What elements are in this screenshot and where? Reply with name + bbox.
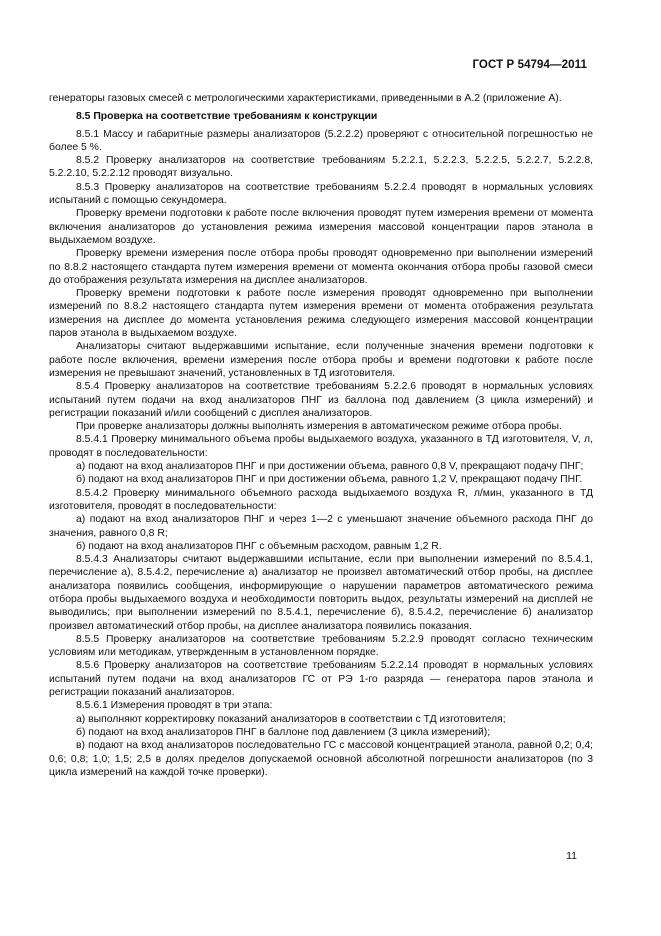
paragraph: 8.5.6.1 Измерения проводят в три этапа: [76, 700, 273, 712]
list-item: в) подают на вход анализаторов последовательно ГС с массовой концентрацией этанола, равной 0,2; 0,4; 0,6; 0,8; 1,0; 1,5; 2,5 в долях пределов допускаемой основной абсолютной погрешности анализаторов (по 3 цикла измерений на каждой точке проверки). [49, 740, 593, 778]
list-item: а) выполняют корректировку показаний анализаторов в соответствии с ТД изготовителя; [76, 713, 506, 725]
paragraph: 8.5.1 Массу и габаритные размеры анализаторов (5.2.2.2) проверяют с относительной погрешностью не более 5 %. [49, 128, 593, 153]
paragraph: При проверке анализаторы должны выполнять измерения в автоматическом режиме отбора пробы. [76, 421, 562, 433]
paragraph: 8.5.2 Проверку анализаторов на соответствие требованиям 5.2.2.1, 5.2.2.3, 5.2.2.5, 5.2.2.7, 5.2.2.8, 5.2.2.10, 5.2.2.12 проводят визуально. [49, 155, 593, 180]
paragraph: 8.5.4.3 Анализаторы считают выдержавшими испытание, если при выполнении измерений по 8.5.4.1, перечисление а), 8.5.4.2, перечисление а) анализатор не произвел автоматический отбор пробы, на дисплее анализатора появились сообщения, информирующие о нарушении параметров автоматического режима отбора пробы выдыхаемого воздуха и необходимости повторить выдох, результаты измерений на дисплей не выводились; при выполнении измерений по 8.5.4.1, перечисление б), 8.5.4.2, перечисление б) анализатор произвел автоматический отбор пробы, на дисплее анализатора появились показания. [49, 554, 593, 632]
document-header: ГОСТ Р 54794—2011 [472, 59, 587, 71]
paragraph: 8.5.3 Проверку анализаторов на соответствие требованиям 5.2.2.4 проводят в нормальных условиях испытаний с помощью секундомера. [49, 181, 593, 207]
paragraph: генераторы газовых смесей с метрологическими характеристиками, приведенными в А.2 (приложение А). [49, 93, 562, 104]
list-item: б) подают на вход анализаторов ПНГ с объемным расходом, равным 1,2 R. [76, 540, 442, 552]
list-item: б) подают на вход анализаторов ПНГ в баллоне под давлением (3 цикла измерений); [76, 726, 491, 738]
paragraph: 8.5.4 Проверку анализаторов на соответствие требованиям 5.2.2.6 проводят в нормальных условиях испытаний путем подачи на вход анализаторов ПНГ из баллона под давлением (3 цикла измерений) и регистрации показаний и/или сообщений с дисплея анализаторов. [49, 381, 593, 419]
page-number: 11 [566, 850, 577, 862]
paragraph: Проверку времени измерения после отбора пробы проводят одновременно при выполнении измерений по 8.8.2 настоящего стандарта путем измерения времени от момента окончания отбора пробы газовой смеси до отображения результата измерения на дисплее анализаторов. [49, 248, 593, 286]
paragraph: 8.5.4.1 Проверку минимального объема пробы выдыхаемого воздуха, указанного в ТД изготовителя, V, л, проводят в последовательности: [49, 434, 593, 459]
list-item: а) подают на вход анализаторов ПНГ и при достижении объема, равного 0,8 V, прекращают подачу ПНГ; [76, 461, 584, 473]
paragraph: 8.5.5 Проверку анализаторов на соответствие требованиям 5.2.2.9 проводят согласно техническим условиям или методикам, утвержденным в установленном порядке. [49, 633, 593, 659]
list-item: б) подают на вход анализаторов ПНГ и при достижении объема, равного 1,2 V, прекращают подачу ПНГ. [76, 474, 583, 486]
document-body [49, 92, 593, 779]
paragraph: Проверку времени подготовки к работе после включения проводят путем измерения времени от момента включения анализаторов до установления режима измерения массовой концентрации паров этанола в выдыхаемом воздухе. [49, 208, 593, 246]
paragraph: Проверку времени подготовки к работе после измерения проводят одновременно при выполнении измерений по 8.8.2 настоящего стандарта путем измерения времени от момента отображения результата измерения на дисплее до момента установления режима следующего измерения массовой концентрации паров этанола в выдыхаемом воздухе. [49, 288, 593, 340]
section-heading: 8.5 Проверка на соответствие требованиям к конструкции [76, 111, 378, 123]
list-item: а) подают на вход анализаторов ПНГ и через 1—2 с уменьшают значение объемного расхода ПНГ до значения, равного 0,8 R; [49, 514, 593, 539]
paragraph: 8.5.4.2 Проверку минимального объемного расхода выдыхаемого воздуха R, л/мин, указанного в ТД изготовителя, проводят в последовательности: [49, 487, 593, 512]
paragraph: Анализаторы считают выдержавшими испытание, если полученные значения времени подготовки к работе после включения, времени измерения после отбора пробы и времени подготовки к работе после измерения не превышают значений, установленных в ТД изготовителя. [49, 341, 593, 379]
paragraph: 8.5.6 Проверку анализаторов на соответствие требованиям 5.2.2.14 проводят в нормальных условиях испытаний путем подачи на вход анализаторов ГС от РЭ 1-го разряда — генератора паров этанола и регистрации показаний анализаторов. [49, 660, 593, 699]
